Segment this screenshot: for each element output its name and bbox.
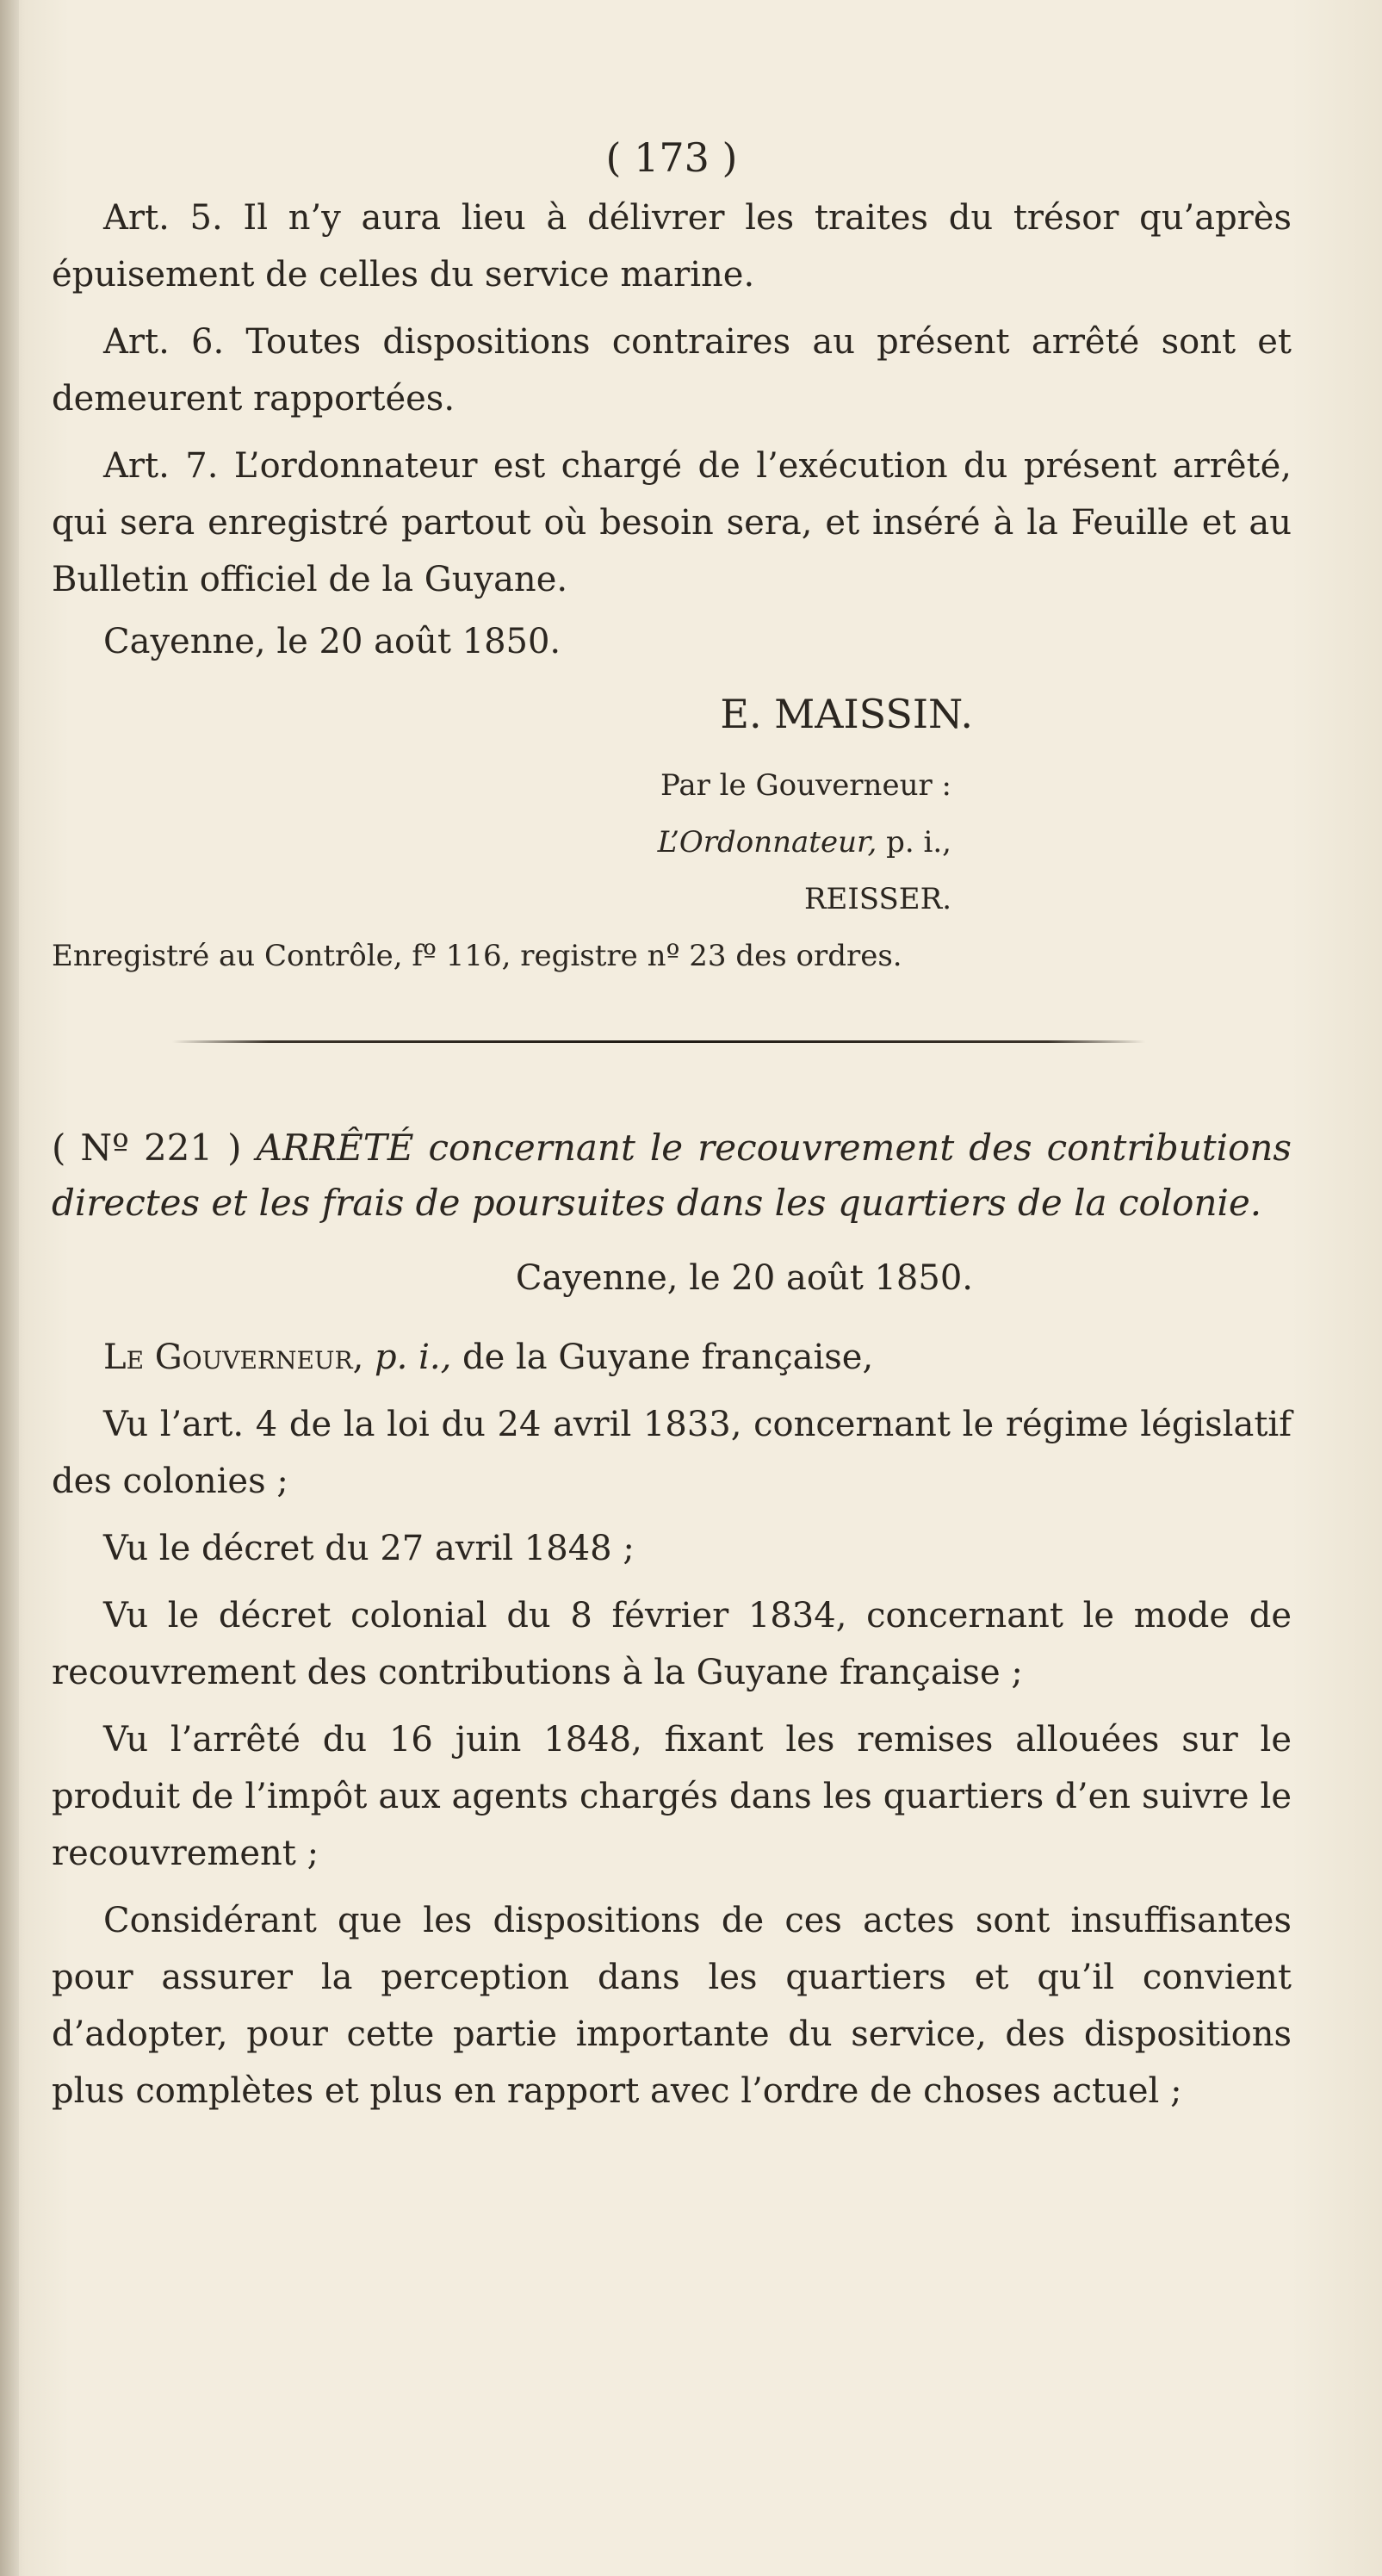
page-number: ( 173 ) [605,134,738,181]
binding-edge [0,0,19,2576]
article-6: Art. 6. Toutes dispositions contraires au présent arrêté sont et demeurent rapportées. [52,322,1292,419]
vu-4: Vu l’arrêté du 16 juin 1848, fixant les remises allouées sur le produit de l’impôt aux agents chargés dans les quartiers d’en suivre le recouvrement ; [52,1720,1292,1873]
arrete-title: ARRÊTÉ concernant le recouvrement des contributions directes et les frais de poursuites dans les quartiers de la colonie. [52,1127,1292,1224]
vu-2: Vu le décret du 27 avril 1848 ; [103,1529,635,1568]
reisser-signature: REISSER. [803,882,951,916]
vu-3: Vu le décret colonial du 8 février 1834, concernant le mode de recouvrement des contributions à la Guyane française ; [52,1596,1292,1692]
gouverneur-line [52,1329,1292,1386]
gouverneur-pi: p. i., [363,1338,452,1377]
registration-note: Enregistré au Contrôle, fº 116, registre nº 23 des ordres. [52,939,902,973]
article-5: Art. 5. Il n’y aura lieu à délivrer les traites du trésor qu’après épuisement de celles du service marine. [52,198,1292,295]
ordonnateur-suffix: p. i., [877,825,951,860]
place-date-2: Cayenne, le 20 août 1850. [515,1258,973,1298]
place-date: Cayenne, le 20 août 1850. [103,622,561,661]
article-7: Art. 7. L’ordonnateur est chargé de l’exécution du présent arrêté, qui sera enregistré partout où besoin sera, et inséré à la Feuille et au Bulletin officiel de la Guyane. [52,446,1292,599]
ordonnateur-line [52,818,1292,866]
arrete-number: ( Nº 221 ) [52,1127,242,1169]
section-divider [172,1040,1145,1043]
gouverneur-suffix: de la Guyane française, [451,1338,874,1377]
vu-1: Vu l’art. 4 de la loi du 24 avril 1833, concernant le régime législatif des colonies ; [52,1405,1292,1501]
signature: E. MAISSIN. [720,691,973,737]
ordonnateur-title: L’Ordonnateur, [657,825,877,860]
gouverneur-prefix: Le Gouverneur, [103,1338,364,1377]
par-le-gouverneur: Par le Gouverneur : [660,768,951,803]
considerant: Considérant que les dispositions de ces actes sont insuffisantes pour assurer la perception dans les quartiers et qu’il convient d’adopter, pour cette partie importante du service, des dispositions plus complètes et plus en rapport avec l’ordre de choses actuel ; [52,1901,1292,2111]
arrete-heading [52,1120,1292,1231]
document-body [52,129,1292,2120]
